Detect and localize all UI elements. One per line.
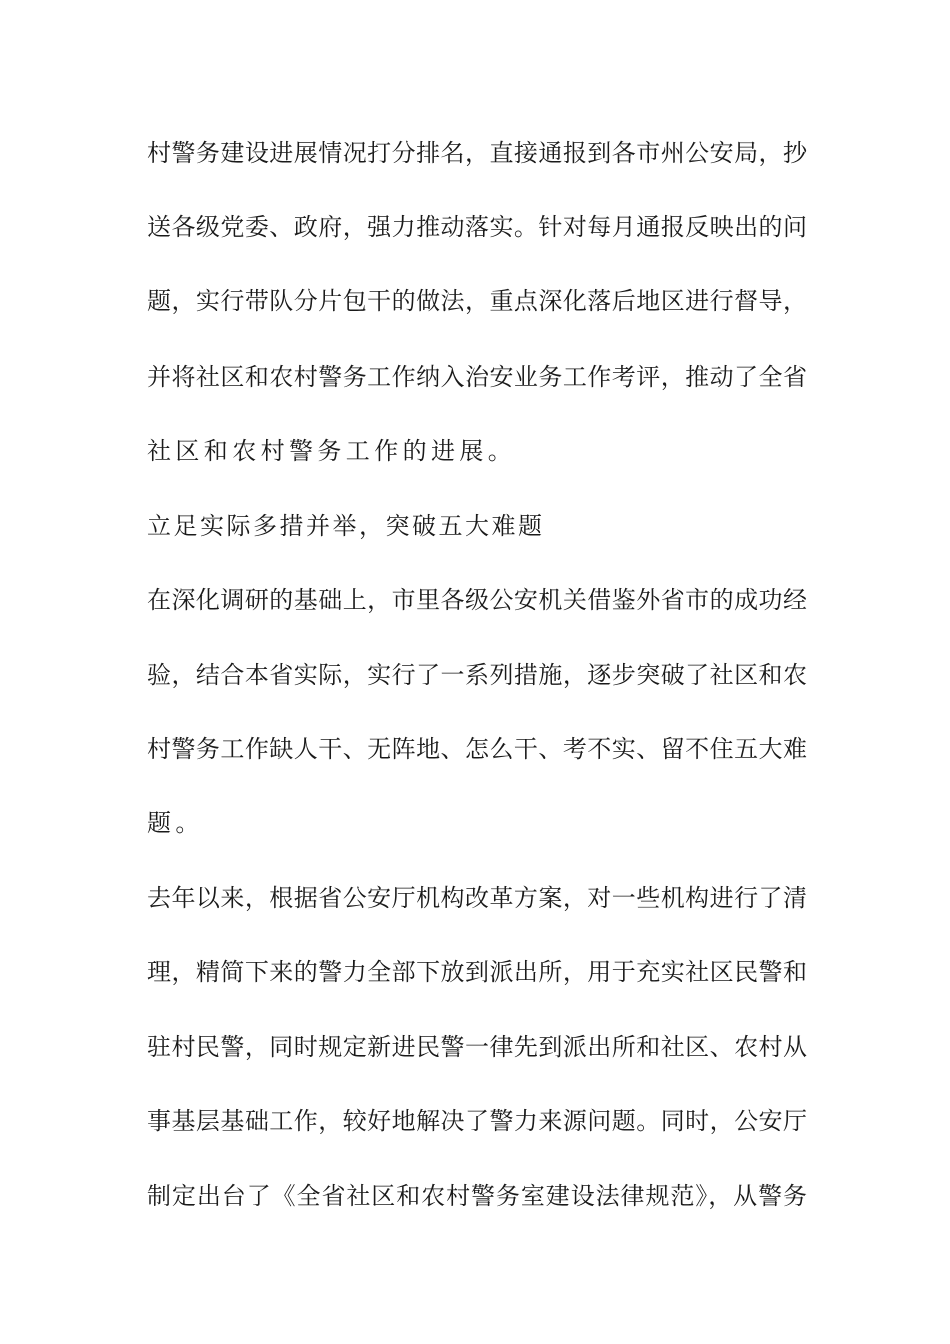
paragraph-line: 村警务建设进展情况打分排名，直接通报到各市州公安局，抄 — [147, 139, 807, 167]
paragraph-line: 送各级党委、政府，强力推动落实。针对每月通报反映出的问 — [147, 213, 807, 241]
section-heading: 立足实际多措并举，突破五大难题 — [147, 512, 545, 540]
paragraph-line: 村警务工作缺人干、无阵地、怎么干、考不实、留不住五大难 — [147, 735, 807, 763]
paragraph-line: 并将社区和农村警务工作纳入治安业务工作考评，推动了全省 — [147, 363, 807, 391]
paragraph-line: 事基层基础工作，较好地解决了警力来源问题。同时，公安厅 — [147, 1107, 807, 1135]
paragraph-line: 理，精简下来的警力全部下放到派出所，用于充实社区民警和 — [147, 958, 807, 986]
paragraph-line: 制定出台了《全省社区和农村警务室建设法律规范》，从警务 — [147, 1182, 807, 1210]
paragraph-line: 社区和农村警务工作的进展。 — [147, 437, 517, 465]
paragraph-line: 题，实行带队分片包干的做法，重点深化落后地区进行督导， — [147, 287, 807, 315]
paragraph-line: 验，结合本省实际，实行了一系列措施，逐步突破了社区和农 — [147, 661, 807, 689]
paragraph-line: 驻村民警，同时规定新进民警一律先到派出所和社区、农村从 — [147, 1033, 807, 1061]
paragraph-line: 去年以来，根据省公安厅机构改革方案，对一些机构进行了清 — [147, 884, 807, 912]
paragraph-line: 在深化调研的基础上，市里各级公安机关借鉴外省市的成功经 — [147, 586, 807, 614]
paragraph-line: 题。 — [147, 809, 204, 837]
